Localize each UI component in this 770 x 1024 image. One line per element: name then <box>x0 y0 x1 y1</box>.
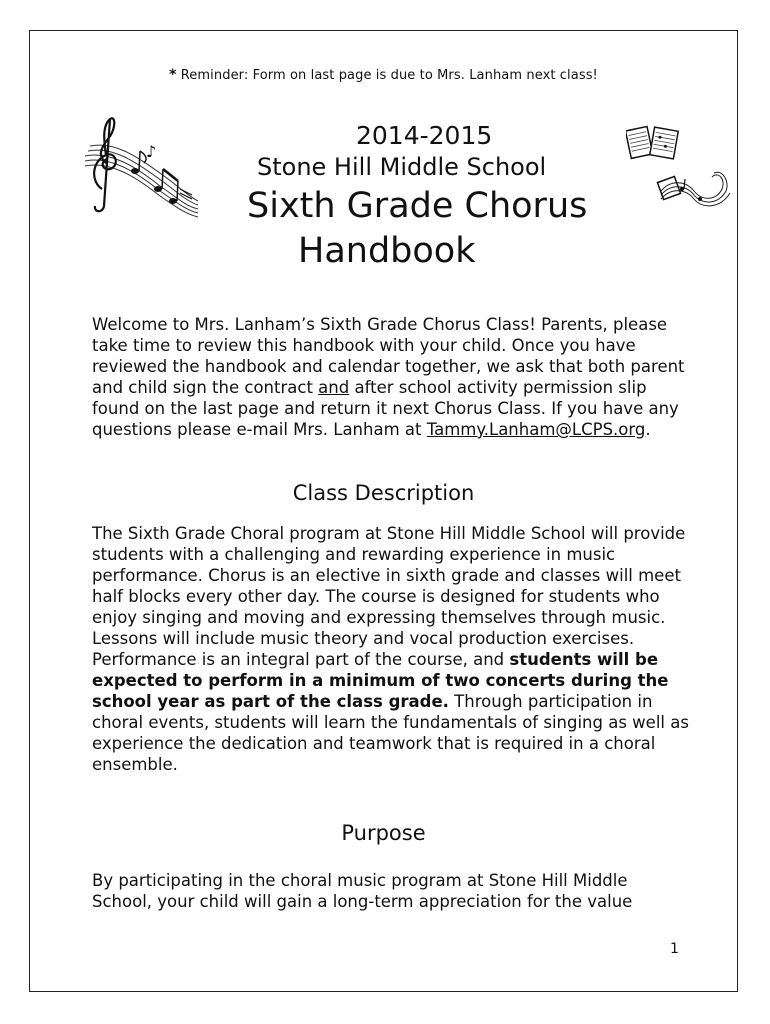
title-school: Stone Hill Middle School <box>257 153 547 181</box>
musical-staff-swirl-clipart-icon <box>656 161 738 211</box>
underlined-and: and <box>318 378 350 397</box>
title-main-line1: Sixth Grade Chorus <box>247 186 588 226</box>
email-link[interactable]: Tammy.Lanham@LCPS.org <box>426 420 646 439</box>
document-page <box>29 30 738 992</box>
reminder-star: * <box>169 67 177 83</box>
reminder-text: Reminder: Form on last page is due to Mrs. Lanham next class! <box>176 68 598 83</box>
title-year: 2014-2015 <box>356 121 493 150</box>
welcome-paragraph: Welcome to Mrs. Lanham’s Sixth Grade Chorus Class! Parents, please take time to review this handbook with your child. Once you have reviewed the handbook and calendar together, we ask that both parent and child sign the contract and after school activity permission slip found on the last page and return it next Chorus Class. If you have any questions please e-mail Mrs. Lanham at Tammy.Lanham@LCPS.org. <box>92 315 685 439</box>
purpose-heading: Purpose <box>341 821 426 845</box>
title-main-line2: Handbook <box>298 231 476 271</box>
page-number: 1 <box>670 941 679 957</box>
class-description-heading: Class Description <box>292 481 475 505</box>
class-description-paragraph: The Sixth Grade Choral program at Stone Hill Middle School will provide students with a challenging and rewarding experience in music performance. Chorus is an elective in sixth grade and classes will meet half blocks every other day. The course is designed for students who enjoy singing and moving and expressing themselves through music. Lessons will include music theory and vocal production exercises. Performance is an integral part of the course, and students will be expected to perform in a minimum of two concerts during the school year as part of the class grade. Through participation in choral events, students will learn the fundamentals of singing as well as experience the dedication and teamwork that is required in a choral ensemble. <box>92 524 689 774</box>
sheet-music-clipart-icon <box>626 121 682 163</box>
svg-text:♪: ♪ <box>146 142 157 161</box>
purpose-paragraph: By participating in the choral music program at Stone Hill Middle School, your child will gain a long-term appreciation for the value <box>92 871 633 911</box>
concert-requirement-bold: students will be expected to perform in a minimum of two concerts during the school year as part of the class grade. <box>92 650 669 711</box>
music-notes-clipart-icon <box>80 111 200 221</box>
reminder-line <box>30 67 737 83</box>
